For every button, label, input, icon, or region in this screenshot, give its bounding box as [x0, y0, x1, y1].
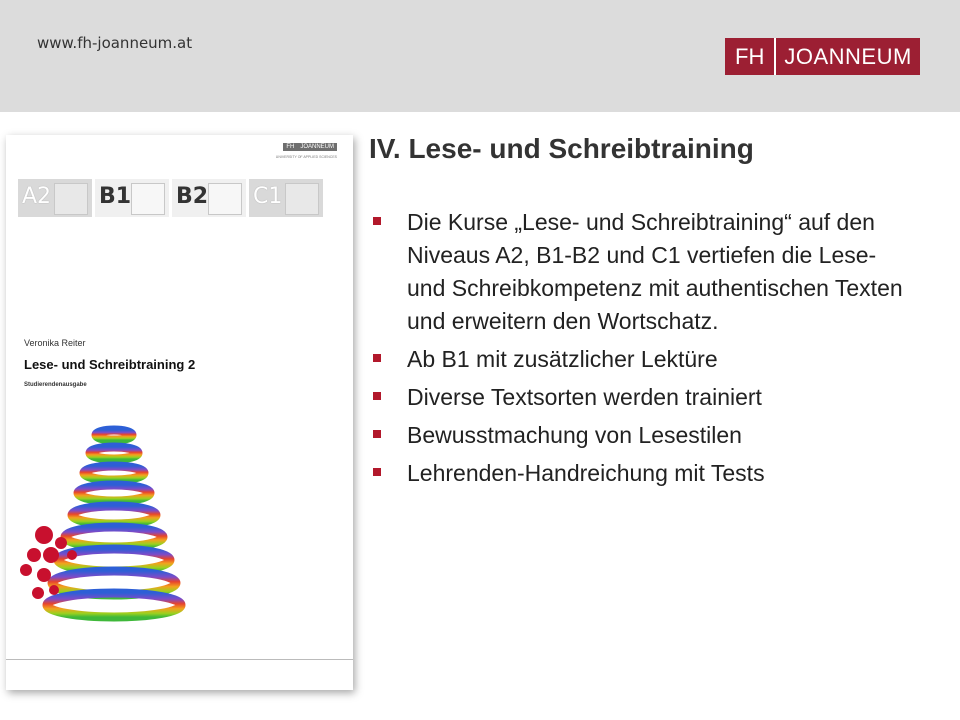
logo-fh: FH	[725, 38, 774, 75]
level-a2: A2	[18, 179, 95, 217]
bullet-list	[370, 206, 910, 495]
bullet-square-icon	[373, 217, 381, 225]
list-item: Lehrenden-Handreichung mit Tests	[370, 457, 910, 490]
bullet-square-icon	[373, 430, 381, 438]
level-c1: C1	[249, 179, 326, 217]
fh-joanneum-logo	[725, 38, 920, 75]
website-url[interactable]: www.fh-joanneum.at	[37, 34, 193, 52]
book-author: Veronika Reiter	[24, 338, 86, 348]
book-title: Lese- und Schreibtraining 2	[24, 357, 196, 372]
logo-joanneum: JOANNEUM	[776, 38, 919, 75]
bullet-square-icon	[373, 468, 381, 476]
list-item: Diverse Textsorten werden trainiert	[370, 381, 910, 414]
list-item: Die Kurse „Lese- und Schreibtraining“ auf den Niveaus A2, B1-B2 und C1 vertiefen die Lese- und Schreibkompetenz mit authentischen Texten und erweitern den Wortschatz.	[370, 206, 910, 338]
bullet-square-icon	[373, 354, 381, 362]
slide-title: IV. Lese- und Schreibtraining	[369, 133, 754, 164]
list-item: Ab B1 mit zusätzlicher Lektüre	[370, 343, 910, 376]
header-bar	[0, 0, 960, 112]
level-tabs	[18, 179, 326, 217]
level-b2: B2	[172, 179, 249, 217]
book-cover-image	[6, 135, 353, 690]
book-subtitle: Studierendenausgabe	[24, 382, 87, 388]
bullet-square-icon	[373, 392, 381, 400]
book-mini-logo: FH JOANNEUM UNIVERSITY OF APPLIED SCIENCES	[275, 144, 337, 159]
level-b1: B1	[95, 179, 172, 217]
spiral-illustration	[6, 405, 353, 660]
list-item: Bewusstmachung von Lesestilen	[370, 419, 910, 452]
